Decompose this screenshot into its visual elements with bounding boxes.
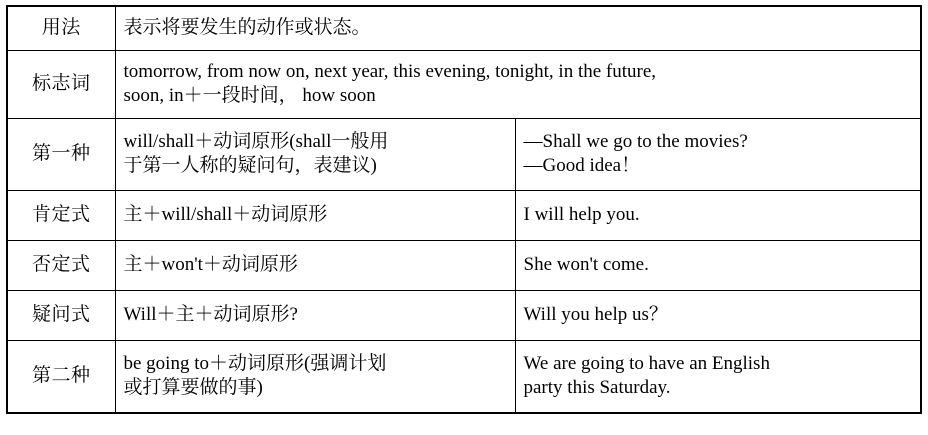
row-label: 肯定式 bbox=[7, 191, 115, 241]
text-line: 主＋will/shall＋动词原形 bbox=[123, 203, 328, 225]
row-label: 第二种 bbox=[7, 341, 115, 414]
table-row bbox=[7, 241, 921, 291]
table-row bbox=[7, 51, 921, 119]
row-label: 疑问式 bbox=[7, 291, 115, 341]
row-content-example bbox=[515, 241, 921, 291]
text-line: I will help you. bbox=[523, 203, 640, 225]
table-row bbox=[7, 6, 921, 51]
text-line: soon, in＋一段时间， how soon bbox=[123, 85, 376, 106]
text-line: 或打算要做的事) bbox=[123, 377, 263, 398]
row-content-example bbox=[515, 341, 921, 414]
grammar-table bbox=[6, 5, 922, 414]
table-row bbox=[7, 119, 921, 191]
text-line: We are going to have an English bbox=[523, 352, 770, 374]
row-label: 标志词 bbox=[7, 51, 115, 119]
row-content-main bbox=[115, 119, 515, 191]
text-line: —Shall we go to the movies? bbox=[523, 130, 748, 152]
row-content-main bbox=[115, 241, 515, 291]
table-row bbox=[7, 341, 921, 414]
text-line: party this Saturday. bbox=[523, 377, 671, 398]
row-content-main bbox=[115, 341, 515, 414]
table-body bbox=[7, 6, 921, 413]
row-content-main bbox=[115, 291, 515, 341]
text-line: 表示将要发生的动作或状态。 bbox=[123, 16, 371, 38]
text-line: 于第一人称的疑问句，表建议) bbox=[123, 155, 377, 176]
text-line: tomorrow, from now on, next year, this evening, tonight, in the future, bbox=[123, 60, 657, 82]
text-line: will/shall＋动词原形(shall一般用 bbox=[123, 130, 389, 152]
row-label: 否定式 bbox=[7, 241, 115, 291]
row-content-example bbox=[515, 191, 921, 241]
text-line: be going to＋动词原形(强调计划 bbox=[123, 352, 387, 374]
row-content-example bbox=[515, 291, 921, 341]
row-content-main bbox=[115, 51, 921, 119]
text-line: She won't come. bbox=[523, 253, 649, 275]
row-content-example bbox=[515, 119, 921, 191]
text-line: 主＋won't＋动词原形 bbox=[123, 253, 298, 275]
table-row bbox=[7, 291, 921, 341]
table-row bbox=[7, 191, 921, 241]
text-line: Will you help us？ bbox=[523, 303, 668, 325]
row-content-main bbox=[115, 6, 921, 51]
row-label: 第一种 bbox=[7, 119, 115, 191]
row-label: 用法 bbox=[7, 6, 115, 51]
text-line: Will＋主＋动词原形? bbox=[123, 303, 298, 325]
row-content-main bbox=[115, 191, 515, 241]
text-line: —Good idea！ bbox=[523, 155, 641, 176]
